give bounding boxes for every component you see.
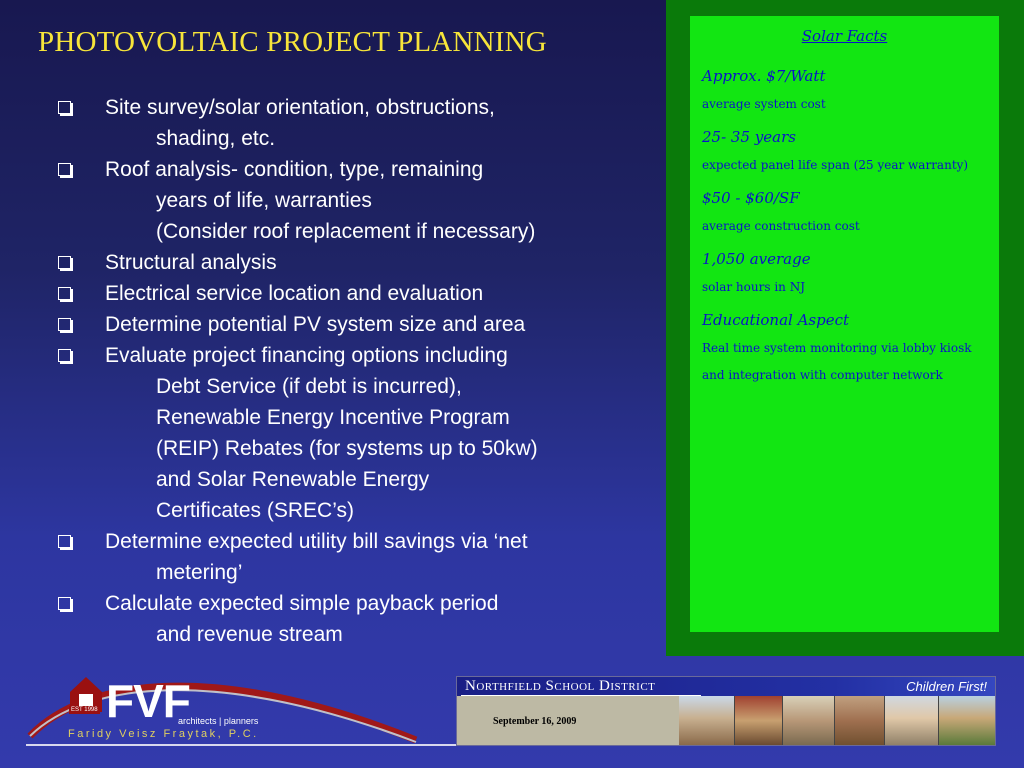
checklist-item-text: years of life, warranties (156, 189, 372, 212)
checklist-item (50, 247, 640, 278)
fact-description: average construction cost (702, 219, 860, 233)
district-name: Northfield School District (465, 678, 656, 694)
school-photo (885, 696, 939, 745)
school-photo (939, 696, 995, 745)
planning-checklist (50, 92, 640, 650)
checklist-item-text: Structural analysis (105, 251, 277, 274)
checklist-item-text: (REIP) Rebates (for systems up to 50kw) (156, 437, 538, 460)
checklist-item-text: Debt Service (if debt is incurred), (156, 375, 462, 398)
fact-title: 25- 35 years (702, 128, 796, 146)
checklist-item (50, 340, 640, 526)
checkbox-bullet-icon (58, 163, 71, 176)
checklist-item-text: Determine expected utility bill savings via ‘net (105, 530, 528, 553)
slide-title: PHOTOVOLTAIC PROJECT PLANNING (38, 26, 547, 58)
logo-mark: FVF (106, 675, 190, 727)
firm-name: Faridy Veisz Fraytak, P.C. (68, 728, 259, 740)
established-badge: EST 1998 (71, 707, 98, 713)
solar-facts-panel (690, 16, 999, 632)
fact-description: Real time system monitoring via lobby kiosk and integration with computer network (702, 341, 972, 382)
fact-title: $50 - $60/SF (702, 189, 800, 207)
checklist-item-text: Renewable Energy Incentive Program (156, 406, 510, 429)
checklist-item-text: Electrical service location and evaluation (105, 282, 484, 305)
school-photo (679, 696, 735, 745)
checklist-item-text: and revenue stream (156, 623, 343, 646)
checklist-item-text: (Consider roof replacement if necessary) (156, 220, 536, 243)
fact-title: 1,050 average (702, 250, 811, 268)
checkbox-bullet-icon (58, 349, 71, 362)
school-photo (735, 696, 783, 745)
solar-facts-heading: Solar Facts (801, 27, 888, 45)
checklist-item-text: Roof analysis- condition, type, remaining (105, 158, 484, 181)
checklist-item-text: Certificates (SREC’s) (156, 499, 354, 522)
logo-subtitle: architects | planners (178, 716, 259, 726)
checklist-item-text: and Solar Renewable Energy (156, 468, 430, 491)
checklist-item-text: metering’ (156, 561, 243, 584)
fact-description: expected panel life span (25 year warranty) (702, 158, 969, 172)
checklist-item-text: Determine potential PV system size and area (105, 313, 526, 336)
date-panel (457, 696, 679, 745)
district-banner (456, 676, 996, 746)
fact-description: solar hours in NJ (702, 280, 806, 294)
checklist-item (50, 278, 640, 309)
presentation-date: September 16, 2009 (493, 716, 577, 727)
school-photo (835, 696, 885, 745)
checklist-item (50, 92, 640, 154)
checkbox-bullet-icon (58, 597, 71, 610)
school-photo-strip (679, 696, 995, 745)
fact-title: Approx. $7/Watt (702, 67, 826, 85)
district-tagline: Children First! (906, 679, 987, 694)
checkbox-bullet-icon (58, 535, 71, 548)
checkbox-bullet-icon (58, 287, 71, 300)
checklist-item-text: Evaluate project financing options including (105, 344, 508, 367)
banner-header (457, 677, 995, 696)
fact-title: Educational Aspect (702, 311, 850, 329)
checklist-item-text: shading, etc. (156, 127, 276, 150)
checkbox-bullet-icon (58, 318, 71, 331)
checklist-item (50, 154, 640, 247)
checklist-item-text: Site survey/solar orientation, obstructions, (105, 96, 495, 119)
fvf-logo (26, 660, 446, 756)
fact-description: average system cost (702, 97, 826, 111)
checkbox-bullet-icon (58, 256, 71, 269)
checklist-item-text: Calculate expected simple payback period (105, 592, 499, 615)
checklist-item (50, 588, 640, 650)
solar-facts-list (702, 67, 987, 389)
checklist-item (50, 309, 640, 340)
checklist-item (50, 526, 640, 588)
school-photo (783, 696, 835, 745)
checkbox-bullet-icon (58, 101, 71, 114)
